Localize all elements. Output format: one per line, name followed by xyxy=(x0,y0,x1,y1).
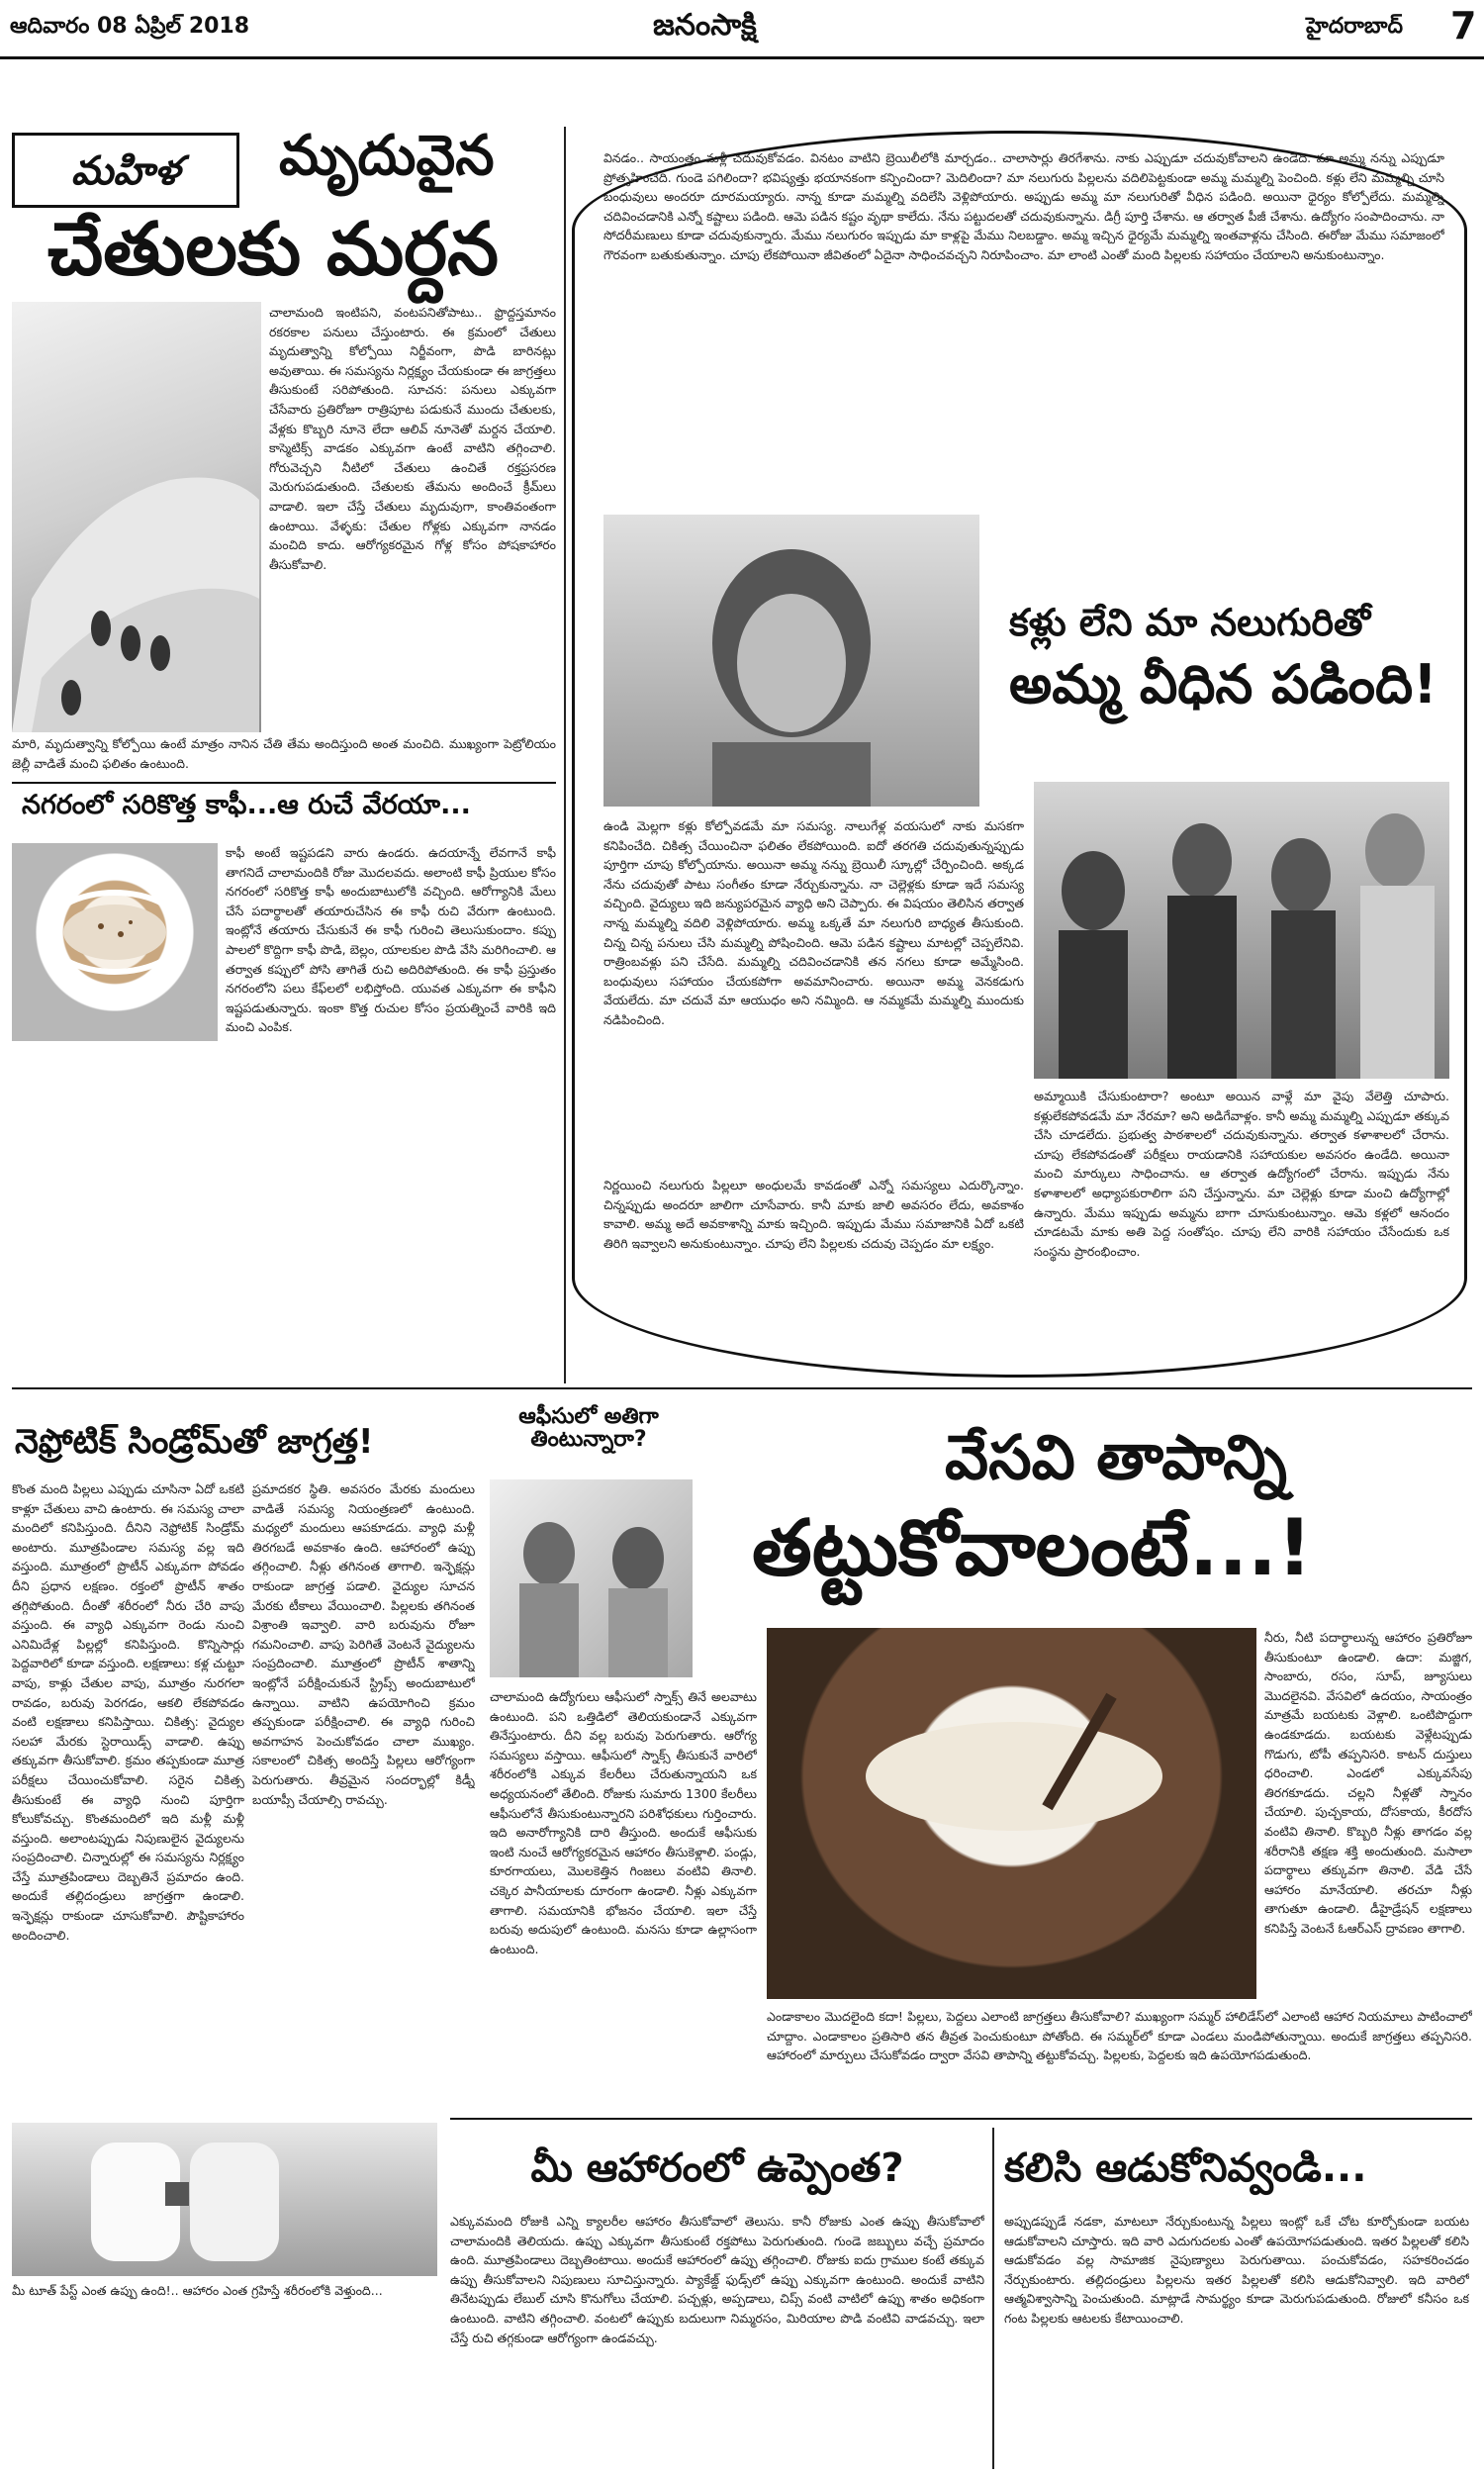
office-headline: ఆఫీసులో అతిగా తింటున్నారా? xyxy=(518,1404,659,1453)
coffee-headline: నగరంలో సరికొత్త కాఫీ...ఆ రుచే వేరయా... xyxy=(22,790,471,820)
mahila-bottom-line: మారి, మృదుత్వాన్ని కోల్పోయి ఉంటే మాత్రం నానిన చేతి తేమ అందిస్తుంది అంత మంచిది. ముఖ్యంగా పెట్రోలియం జెల్లీ వాడితే మంచి ఫలితం ఉంటుంది. xyxy=(12,736,556,771)
divider xyxy=(12,1387,1472,1389)
play-body: అప్పుడప్పుడే నడకా, మాటలూ నేర్చుకుంటున్న పిల్లలు ఇంట్లో ఒకే చోట కూర్చోకుండా బయట ఆడుకోవాలని చూస్తారు. ఇది వారి ఎదుగుదలకు ఎంతో ఉపయోగపడుతుంది. ఇతర పిల్లలతో కలిసి ఆడుకోవడం వల్ల సామాజిక నైపుణ్యాలు పెరుగుతాయి. పంచుకోవడం, సహకరించడం నేర్చుకుంటారు. తల్లిదండ్రులు పిల్లలను ఇతర పిల్లలతో కలిసి ఆడుకోనివ్వాలి. ఇది వారిలో ఆత్మవిశ్వాసాన్ని పెంచుతుంది. మాట్లాడే సామర్థ్యం కూడా మెరుగుపడుతుంది. రోజులో కనీసం ఒక గంట పిల్లలకు ఆటలకు కేటాయించాలి. xyxy=(1004,2214,1469,2326)
summer-headline-line2: తట్టుకోవాలంటే...! xyxy=(752,1504,1313,1593)
divider xyxy=(12,782,556,784)
teeth-photo xyxy=(12,2123,437,2276)
office-body: చాలామంది ఉద్యోగులు ఆఫీసులో స్నాక్స్ తినే అలవాటు ఉంటుంది. పని ఒత్తిడిలో తెలియకుండానే ఎక్కువగా తినేస్తుంటారు. దీని వల్ల బరువు పెరుగుతారు. ఆరోగ్య సమస్యలు వస్తాయి. ఆఫీసులో స్నాక్స్ తీసుకునే వారిలో శరీరంలోకి ఎక్కువ కేలరీలు చేరుతున్నాయని ఒక అధ్యయనంలో తేలింది. రోజుకు సుమారు 1300 కేలరీలు ఆఫీసులోనే తీసుకుంటున్నారని పరిశోధకులు గుర్తించారు. ఇది అనారోగ్యానికి దారి తీస్తుంది. అందుకే ఆఫీసుకు ఇంటి నుంచే ఆరోగ్యకరమైన ఆహారం తీసుకెళ్లాలి. పండ్లు, కూరగాయలు, మొలకెత్తిన గింజలు వంటివి తినాలి. చక్కెర పానీయాలకు దూరంగా ఉండాలి. నీళ్లు ఎక్కువగా తాగాలి. సమయానికి భోజనం చేయాలి. ఇలా చేస్తే బరువు అదుపులో ఉంటుంది. మనసు కూడా ఉల్లాసంగా ఉంటుంది. xyxy=(490,1689,757,1956)
nephrotic-headline: నెఫ్రోటిక్ సిండ్రోమ్‌తో జాగ్రత్త! xyxy=(15,1422,374,1462)
summer-body-bottom: ఎండాకాలం మొదలైంది కదా! పిల్లలు, పెద్దలు ఎలాంటి జాగ్రత్తలు తీసుకోవాలి? ముఖ్యంగా సమ్మర్ హాలిడేస్‌లో ఎలాంటి ఆహార నియమాలు పాటించాలో చూద్దాం. ఎండాకాలం ప్రతిసారి తన తీవ్రత పెంచుకుంటూ పోతోంది. ఈ సమ్మర్‌లో కూడా ఎండలు మండిపోతున్నాయి. అందుకే జాగ్రత్తలు తప్పనిసరి. ఆహారంలో మార్పులు చేసుకోవడం ద్వారా వేసవి తాపాన్ని తట్టుకోవచ్చు. పిల్లలకు, పెద్దలకు ఇది ఉపయోగపడుతుంది. xyxy=(767,2009,1472,2063)
coffee-cup-icon xyxy=(12,843,218,1041)
family-photo xyxy=(1034,782,1449,1079)
mahila-headline-line2: చేతులకు మర్దన xyxy=(47,207,499,292)
page-number: 7 xyxy=(1450,4,1477,48)
nephrotic-body: కొంత మంది పిల్లలు ఎప్పుడు చూసినా ఏదో ఒకటి కాళ్లూ చేతులు వాచి ఉంటారు. ఈ సమస్య చాలా మందిలో కనిపిస్తుంది. దీనిని నెఫ్రోటిక్ సిండ్రోమ్ అంటారు. మూత్రపిండాల సమస్య వల్ల ఇది వస్తుంది. మూత్రంలో ప్రొటీన్ ఎక్కువగా పోవడం దీని ప్రధాన లక్షణం. రక్తంలో ప్రొటీన్ శాతం తగ్గిపోతుంది. దీంతో శరీరంలో నీరు చేరి వాపు వస్తుంది. ఈ వ్యాధి ఎక్కువగా రెండు నుంచి ఎనిమిదేళ్ల పిల్లల్లో కనిపిస్తుంది. కొన్నిసార్లు పెద్దవారిలో కూడా వస్తుంది. లక్షణాలు: కళ్ల చుట్టూ వాపు, కాళ్లు చేతుల వాపు, మూత్రం నురగలా రావడం, బరువు పెరగడం, ఆకలి లేకపోవడం వంటి లక్షణాలు కనిపిస్తాయి. చికిత్స: వైద్యుల సలహా మేరకు స్టెరాయిడ్స్ వాడాలి. ఉప్పు తక్కువగా తీసుకోవాలి. క్రమం తప్పకుండా మూత్ర పరీక్షలు చేయించుకోవాలి. సరైన చికిత్స తీసుకుంటే ఈ వ్యాధి నుంచి పూర్తిగా కోలుకోవచ్చు. కొంతమందిలో ఇది మళ్లీ మళ్లీ వస్తుంది. అలాంటప్పుడు నిపుణులైన వైద్యులను సంప్రదించాలి. చిన్నారుల్లో ఈ సమస్యను నిర్లక్ష్యం చేస్తే మూత్రపిండాలు దెబ్బతినే ప్రమాదం ఉంది. అందుకే తల్లిదండ్రులు జాగ్రత్తగా ఉండాలి. ఇన్ఫెక్షన్లు రాకుండా చూసుకోవాలి. పౌష్టికాహారం అందించాలి. xyxy=(12,1481,244,1943)
feature-headline-line1: కళ్లు లేని మా నలుగురితో xyxy=(1009,601,1371,644)
feature-body-mid-left: ఉండి మెల్లగా కళ్లు కోల్పోవడమే మా సమస్య. నాలుగేళ్ల వయసులో నాకు మసకగా కనిపించేది. చికిత్స చేయించినా ఫలితం లేకపోయింది. ఐదో తరగతి చదువుతున్నప్పుడు పూర్తిగా చూపు కోల్పోయాను. అయినా అమ్మ నన్ను బ్రెయిలీ స్కూల్లో చేర్పించింది. అక్కడ నేను చదువుతో పాటు సంగీతం కూడా నేర్చుకున్నాను. నా చెల్లెళ్లకు కూడా ఇదే సమస్య వచ్చింది. వైద్యులు ఇది జన్యుపరమైన వ్యాధి అని చెప్పారు. ఈ విషయం తెలిసిన తర్వాత నాన్న మమ్మల్ని వదిలి వెళ్లిపోయారు. అమ్మ ఒక్కతే మా నలుగురి బాధ్యత తీసుకుంది. చిన్న చిన్న పనులు చేసి మమ్మల్ని పోషించింది. ఆమె పడిన కష్టాలు మాటల్లో చెప్పలేనివి. రాత్రింబవళ్లు పని చేసేది. మమ్మల్ని చదివించడానికి తన నగలు కూడా అమ్మేసింది. బంధువులు సహాయం చేయకపోగా అవమానించారు. అయినా అమ్మ వెనకడుగు వేయలేదు. మా చదువే మా ఆయుధం అని నమ్మింది. ఆ నమ్మకమే మమ్మల్ని ముందుకు నడిపించింది. xyxy=(603,818,1024,1027)
edition-city: హైదరాబాద్ xyxy=(1306,14,1403,39)
column-rule xyxy=(564,127,566,1383)
coffee-photo xyxy=(12,843,218,1041)
mahila-logo-text: మహిళ xyxy=(71,147,180,194)
play-headline: కలిసి ఆడుకోనివ్వండి... xyxy=(1004,2145,1367,2191)
salt-headline: మీ ఆహారంలో ఉప్పెంత? xyxy=(530,2145,904,2191)
hands-illustration-icon xyxy=(12,302,261,732)
mahila-body: చాలామంది ఇంటిపని, వంటపనితోపాటు.. ఫ్రొద్దస్తమానం రకరకాల పనులు చేస్తుంటారు. ఈ క్రమంలో చేతులు మృదుత్వాన్ని కోల్పోయి నిర్జీవంగా, పొడి బారినట్లు అవుతాయి. ఈ సమస్యను నిర్లక్ష్యం చేయకుండా ఈ జాగ్రత్తలు తీసుకుంటే సరిపోతుంది. సూచన: పనులు ఎక్కువగా చేసేవారు ప్రతిరోజూ రాత్రిపూట పడుకునే ముందు చేతులకు, వేళ్లకు కొబ్బరి నూనె లేదా ఆలివ్ నూనెతో మర్దన చేయాలి. కాస్మెటిక్స్ వాడకం ఎక్కువగా ఉంటే వాటిని తగ్గించాలి. గోరువెచ్చని నీటిలో చేతులు ఉంచితే రక్తప్రసరణ మెరుగుపడుతుంది. చేతులకు తేమను అందించే క్రీమ్‌లు వాడాలి. ఇలా చేస్తే చేతులు మృదువుగా, కాంతివంతంగా ఉంటాయి. వేళ్ళకు: చేతుల గోళ్లకు ఎక్కువగా నానడం మంచిది కాదు. ఆరోగ్యకరమైన గోళ్ల కోసం పోషకాహారం తీసుకోవాలి. xyxy=(269,305,556,572)
salt-caption: మీ టూత్ పేస్ట్ ఎంత ఉప్పు ఉంది!.. ఆహారం ఎంత గ్రహిస్తే శరీరంలోకి వెళ్తుంది... xyxy=(12,2283,383,2298)
family-group-icon xyxy=(1034,782,1449,1079)
coffee-body: కాఫీ అంటే ఇష్టపడని వారు ఉండరు. ఉదయాన్నే లేవగానే కాఫీ తాగనిదే చాలామందికి రోజు మొదలవదు. అలాంటి కాఫీ ప్రియుల కోసం నగరంలో సరికొత్త కాఫీ అందుబాటులోకి వచ్చింది. ఆరోగ్యానికి మేలు చేసే పదార్థాలతో తయారుచేసిన ఈ కాఫీ రుచి వేరుగా ఉంటుంది. ఇంట్లోనే తయారు చేసుకునే ఈ కాఫీ గురించి తెలుసుకుందాం. కప్పు పాలలో కొద్దిగా కాఫీ పొడి, బెల్లం, యాలకుల పొడి వేసి మరిగించాలి. ఆ తర్వాత కప్పులో పోసి తాగితే రుచి అదిరిపోతుంది. ఈ కాఫీ ప్రస్తుతం నగరంలోని పలు కేఫ్‌లలో లభిస్తోంది. యువత ఎక్కువగా ఈ కాఫీని ఇష్టపడుతున్నారు. ఇంకా కొత్త రుచుల కోసం ప్రయత్నించే వారికి ఇది మంచి ఎంపిక. xyxy=(226,845,556,1035)
issue-date: ఆదివారం 08 ఏప్రిల్ 2018 xyxy=(10,14,250,39)
feature-body-mid-right: అమ్మాయికి చేసుకుంటారా? అంటూ అయిన వాళ్లే మా వైపు వేలెత్తి చూపారు. కళ్లులేకపోవడమే మా నేరమా? అని అడిగేవాళ్లం. కానీ అమ్మ మమ్మల్ని ఎప్పుడూ తక్కువ చేసి చూడలేదు. ప్రభుత్వ పాఠశాలలో చదువుకున్నాను. తర్వాత కళాశాలలో చేరాను. చూపు లేకపోవడంతో పరీక్షలు రాయడానికి సహాయకుల అవసరం ఉండేది. అయినా మంచి మార్కులు సాధించాను. ఆ తర్వాత ఉద్యోగంలో చేరాను. ఇప్పుడు నేను కళాశాలలో అధ్యాపకురాలిగా పని చేస్తున్నాను. మా చెల్లెళ్లు కూడా మంచి ఉద్యోగాల్లో ఉన్నారు. మేము ఇప్పుడు అమ్మను బాగా చూసుకుంటున్నాం. ఆమె కళ్లలో ఆనందం చూడటమే మాకు అతి పెద్ద సంతోషం. చూపు లేని వారికి సహాయం చేసేందుకు ఒక సంస్థను ప్రారంభించాం. xyxy=(1034,1089,1449,1259)
summer-body-right: నీరు, నీటి పదార్థాలున్న ఆహారం ప్రతిరోజూ తీసుకుంటూ ఉండాలి. ఉదా: మజ్జిగ, సాంబారు, రసం, సూప్, జ్యూసులు మొదలైనవి. వేసవిలో ఉదయం, సాయంత్రం మాత్రమే బయటకు వెళ్లాలి. ఒంటిపొద్దుగా ఉండకూడదు. బయటకు వెళ్లేటప్పుడు గొడుగు, టోపీ తప్పనిసరి. కాటన్ దుస్తులు ధరించాలి. ఎండలో ఎక్కువసేపు తిరగకూడదు. చల్లని నీళ్లతో స్నానం చేయాలి. పుచ్చకాయ, దోసకాయ, కీరదోస వంటివి తినాలి. కొబ్బరి నీళ్లు తాగడం వల్ల శరీరానికి తక్షణ శక్తి అందుతుంది. మసాలా పదార్థాలు తక్కువగా తినాలి. వేడి చేసే ఆహారం మానేయాలి. తరచూ నీళ్లు తాగుతూ ఉండాలి. డీహైడ్రేషన్ లక్షణాలు కనిపిస్తే వెంటనే ఓఆర్ఎస్ ద్రావణం తాగాలి. xyxy=(1264,1630,1472,1936)
hands-photo xyxy=(12,302,261,732)
nephrotic-body2: ప్రమాదకర స్థితి. అవసరం మేరకు మందులు వాడితే సమస్య నియంత్రణలో ఉంటుంది. మధ్యలో మందులు ఆపకూడదు. వ్యాధి మళ్లీ తిరగబడే అవకాశం ఉంది. ఆహారంలో ఉప్పు తగ్గించాలి. నీళ్లు తగినంత తాగాలి. ఇన్ఫెక్షన్లు రాకుండా జాగ్రత్త పడాలి. వైద్యుల సూచన మేరకు టీకాలు వేయించాలి. పిల్లలకు తగినంత విశ్రాంతి ఇవ్వాలి. వారి బరువును రోజూ గమనించాలి. వాపు పెరిగితే వెంటనే వైద్యులను సంప్రదించాలి. మూత్రంలో ప్రొటీన్ శాతాన్ని ఇంట్లోనే పరీక్షించుకునే స్ట్రిప్స్ అందుబాటులో ఉన్నాయి. వాటిని ఉపయోగించి క్రమం తప్పకుండా పరీక్షించాలి. ఈ వ్యాధి గురించి అవగాహన పెంచుకోవడం చాలా ముఖ్యం. సకాలంలో చికిత్స అందిస్తే పిల్లలు ఆరోగ్యంగా పెరుగుతారు. తీవ్రమైన సందర్భాల్లో కిడ్నీ బయాప్సీ చేయాల్సి రావచ్చు. xyxy=(252,1481,475,1807)
masthead xyxy=(0,0,1484,59)
column-rule xyxy=(992,2128,994,2469)
feature-body-bottom: నిర్ణయించి నలుగురు పిల్లలూ అంధులమే కావడంతో ఎన్నో సమస్యలు ఎదుర్కొన్నాం. చిన్నప్పుడు అందరూ జాలిగా చూసేవారు. కానీ మాకు జాలి అవసరం లేదు, అవకాశం కావాలి. అమ్మ అదే అవకాశాన్ని మాకు ఇచ్చింది. ఇప్పుడు మేము సమాజానికి ఏదో ఒకటి తిరిగి ఇవ్వాలని అనుకుంటున్నాం. చూపు లేని పిల్లలకు చదువు చెప్పడం మా లక్ష్యం. xyxy=(603,1178,1024,1251)
office-people-photo xyxy=(490,1479,693,1677)
woman-portrait-photo xyxy=(603,515,979,807)
summer-headline-line1: వేసవి తాపాన్ని xyxy=(945,1421,1287,1493)
tooth-icon xyxy=(12,2123,437,2276)
newspaper-brand: జనంసాక్షి xyxy=(653,8,757,43)
divider xyxy=(450,2118,1472,2120)
portrait-icon xyxy=(603,515,979,807)
feature-body-top: వినడం.. సాయంత్రం మళ్లీ చదువుకోవడం. వినటం వాటిని బ్రెయిలీలోకి మార్చడం.. చాలాసార్లు తిరగేశాను. నాకు ఎప్పుడూ చదువుకోవాలని ఉండేది. మా అమ్మ నన్ను ఎప్పుడూ ప్రోత్సహించేది. గుండె పగిలిందా? భవిష్యత్తు భయానకంగా కన్పించిందా? మెదిలిందా? మా నలుగురు పిల్లలను వదిలిపెట్టకుండా అమ్మ మమ్మల్ని పెంచింది. కళ్లు లేని మమ్మల్ని చూసి బంధువులు అందరూ దూరమయ్యారు. నాన్న కూడా మమ్మల్ని వదిలేసి వెళ్లిపోయారు. అప్పుడు అమ్మ మా నలుగురితో వీధిన పడింది. అయినా ధైర్యం కోల్పోలేదు. మమ్మల్ని చదివించడానికి ఎన్నో కష్టాలు పడింది. ఆమె పడిన కష్టం వృథా కాలేదు. నేను పట్టుదలతో చదువుకున్నాను. డిగ్రీ పూర్తి చేశాను. ఆ తర్వాత పీజీ చేశాను. ఉద్యోగం సంపాదించాను. నా సోదరీమణులు కూడా చదువుకున్నారు. మేము నలుగురం ఇప్పుడు మా కాళ్లపై మేము నిలబడ్డాం. అమ్మ ఇచ్చిన ధైర్యమే మమ్మల్ని ఇంతవాళ్లను చేసింది. ఈరోజు మేము సమాజంలో గౌరవంగా బతుకుతున్నాం. చూపు లేకపోయినా జీవితంలో ఏదైనా సాధించవచ్చని నిరూపించాం. మా లాంటి ఎంతో మంది పిల్లలకు సహాయం చేయాలని అనుకుంటున్నాం. xyxy=(603,150,1444,262)
office-people-icon xyxy=(490,1479,693,1677)
feature-headline-line2: అమ్మ వీధిన పడింది! xyxy=(1009,653,1438,715)
buttermilk-pot-photo xyxy=(767,1628,1256,1999)
clay-pot-icon xyxy=(767,1628,1256,1999)
mahila-logo xyxy=(12,133,239,208)
salt-body: ఎక్కువమంది రోజుకి ఎన్ని క్యాలరీల ఆహారం తీసుకోవాలో తెలుసు. కానీ రోజుకు ఎంత ఉప్పు తీసుకోవాలో చాలామందికి తెలియదు. ఉప్పు ఎక్కువగా తీసుకుంటే రక్తపోటు పెరుగుతుంది. గుండె జబ్బులు వచ్చే ప్రమాదం ఉంది. మూత్రపిండాలు దెబ్బతింటాయి. అందుకే ఆహారంలో ఉప్పు తగ్గించాలి. రోజుకు ఐదు గ్రాముల కంటే తక్కువ ఉప్పు తీసుకోవాలని నిపుణులు సూచిస్తున్నారు. ప్యాకేజ్డ్ ఫుడ్స్‌లో ఉప్పు ఎక్కువగా ఉంటుంది. అందుకే వాటిని తినేటప్పుడు లేబుల్ చూసి కొనుగోలు చేయాలి. పచ్చళ్లు, అప్పడాలు, చిప్స్ వంటి వాటిలో ఉప్పు శాతం అధికంగా ఉంటుంది. వాటిని తగ్గించాలి. వంటలో ఉప్పుకు బదులుగా నిమ్మరసం, మిరియాల పొడి వంటివి వాడవచ్చు. ఇలా చేస్తే రుచి తగ్గకుండా ఆరోగ్యంగా ఉండవచ్చు. xyxy=(450,2214,984,2345)
mahila-headline-line1: మృదువైన xyxy=(279,123,495,188)
